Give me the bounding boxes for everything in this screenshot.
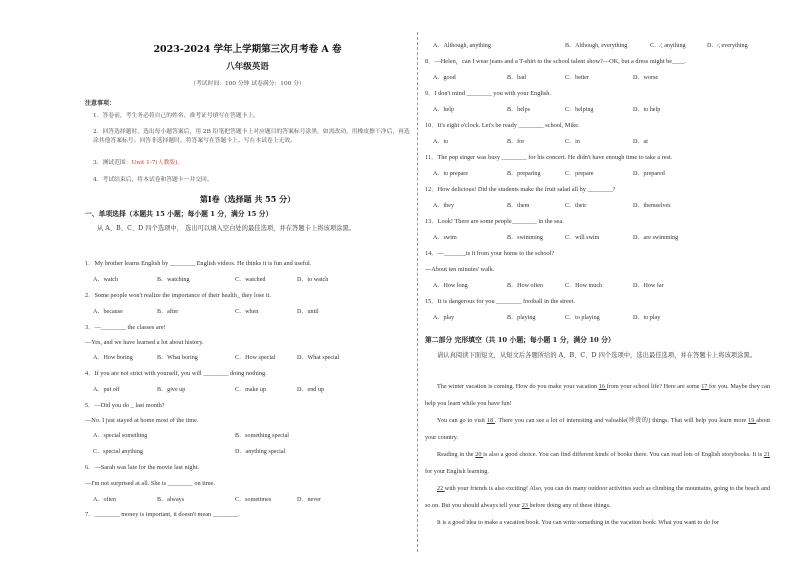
q8-option-d[interactable]: D．worse (633, 75, 659, 81)
q4-option-b[interactable]: B．give up (157, 387, 186, 393)
question-1-stem: 1．My brother learns English by ________ English videos. He thinks it is fun and useful. (85, 260, 312, 267)
q13-option-c[interactable]: C．will swim (565, 235, 600, 241)
q15-option-c[interactable]: C．to playing (565, 315, 600, 321)
blank-16[interactable]: 16 (598, 383, 607, 390)
q2-option-d[interactable]: D．until (297, 309, 319, 315)
q11-option-c[interactable]: C．prepare (565, 171, 594, 177)
question-15-stem: 15．It is dangerous for you ________ football in the street. (425, 298, 576, 305)
q12-option-b[interactable]: B．them (507, 203, 530, 209)
q12-option-d[interactable]: D．themselves (633, 203, 671, 209)
q3-option-c[interactable]: C．How special (235, 355, 276, 361)
q4-option-a[interactable]: A．put off (93, 387, 120, 393)
q14-option-c[interactable]: C．How much (565, 283, 603, 289)
q2-option-c[interactable]: C．when (235, 309, 259, 315)
q13-option-a[interactable]: A．swim (433, 235, 457, 241)
section2-instructions: 请认真阅读下面短文，从短文后各题所给的 A、B、C、D 四个选项中，选出最佳选项，并在答题卡上将该项涂黑。 (437, 352, 756, 359)
q10-option-c[interactable]: C．in (565, 139, 580, 145)
q3-option-b[interactable]: B．What boring (157, 355, 198, 361)
q8-option-a[interactable]: A．good (433, 75, 456, 81)
question-9-stem: 9．I don't mind ________ you with your English. (425, 90, 552, 97)
q15-option-b[interactable]: B．playing (507, 315, 536, 321)
cloze-text: about your country. (425, 417, 771, 441)
notice-item-1: 1．答卷前，考生务必将自己的姓名、准考证号填写在答题卡上。 (93, 113, 260, 119)
q10-option-d[interactable]: D．at (633, 139, 648, 145)
blank-19[interactable]: 19 (748, 417, 757, 424)
q5-option-d[interactable]: D．anything special (235, 449, 286, 455)
part1-title: 第Ⅰ卷（选择题 共 55 分） (199, 194, 296, 204)
notice-item-3 (93, 159, 411, 168)
question-4-stem: 4．If you are not strict with yourself, you will ________ doing nothing. (85, 370, 267, 377)
question-8-stem: 8．—Helen，can I wear jeans and a T-shirt to the school talent show?—OK, but a dress might be____. (425, 58, 687, 65)
q14-option-a[interactable]: A．How long (433, 283, 468, 289)
q8-option-c[interactable]: C．better (565, 75, 590, 81)
blank-23[interactable]: 23 (521, 502, 530, 509)
exam-info: （考试时间：100 分钟 试卷满分：100 分） (190, 81, 305, 87)
q3-option-a[interactable]: A．How boring (93, 355, 133, 361)
q14-option-d[interactable]: D．How far (633, 283, 664, 289)
q1-option-d[interactable]: D．to watch (297, 277, 329, 283)
cloze-text: Reading in the (437, 451, 476, 458)
q8-option-b[interactable]: B．bad (507, 75, 526, 81)
q11-option-d[interactable]: D．prepared (633, 171, 665, 177)
q9-option-d[interactable]: D．to help (633, 107, 661, 113)
q6-option-b[interactable]: B．always (157, 497, 185, 503)
q2-option-a[interactable]: A．because (93, 309, 123, 315)
q11-option-a[interactable]: A．to prepare (433, 171, 469, 177)
q12-option-a[interactable]: A．they (433, 203, 454, 209)
question-11-stem: 11．The pop singer was busy ________ for his concert. He didn't have enough time to take a rest. (425, 154, 673, 161)
test-range: Unit 1-7(人教版)。 (131, 160, 184, 166)
q1-option-a[interactable]: A．watch (93, 277, 119, 283)
cloze-paragraph-1 (425, 378, 770, 412)
q14-option-b[interactable]: B．How often (507, 283, 544, 289)
cloze-paragraph-3 (425, 446, 770, 480)
cloze-text: before doing any of these things. (529, 502, 611, 509)
q13-option-d[interactable]: D．are swimming (633, 235, 679, 241)
q15-option-d[interactable]: D．to play (633, 315, 661, 321)
question-7-stem: 7．________ money is important, it doesn't mean ________. (85, 511, 240, 518)
q3-option-d[interactable]: D．What special (297, 355, 340, 361)
q7-option-d[interactable]: D．∕, everything (707, 43, 748, 49)
question-3-response: —Yes, and we have learned a lot about history. (85, 339, 204, 346)
q11-option-b[interactable]: B．preparing (507, 171, 541, 177)
cloze-text: for you. Maybe they can help you learn while you have fun! (425, 383, 771, 407)
column-divider (417, 32, 418, 552)
cloze-text: for your English learning. (425, 468, 489, 475)
notice-item-4: 4．考试结束后，将本试卷和答题卡一并交回。 (93, 177, 213, 183)
blank-20[interactable]: 20 (475, 451, 484, 458)
q5-option-c[interactable]: C．special anything (93, 449, 143, 455)
blank-17[interactable]: 17 (701, 383, 710, 390)
question-10-stem: 10．It's eight o'clock. Let's be ready ________ school, Mike. (425, 122, 580, 129)
cloze-paragraph-4 (425, 480, 770, 514)
cloze-text: is also a good choice. You can find different kinds of books there. You can read lots of English storybooks. It is (483, 451, 764, 458)
blank-18[interactable]: 18 (486, 417, 495, 424)
cloze-text: from your school life? Here are some (606, 383, 702, 390)
notice-item-3-label: 3．测试范围： (93, 160, 132, 166)
q9-option-a[interactable]: A．help (433, 107, 454, 113)
notice-item-2: 2．回答选择题时，选出每小题答案后，用 2B 铅笔把答题卡上对应题目的答案标号涂黑，如需改动，用橡皮擦干净后，再选涂其他答案标号。回答非选择题时，将答案写在答题卡上。写在本试卷上无效。 (93, 129, 410, 144)
question-13-stem: 13．Look! There are some people________ in the sea. (425, 218, 564, 225)
q1-option-b[interactable]: B．watching (157, 277, 190, 283)
cloze-paragraph-2 (425, 412, 770, 446)
q10-option-b[interactable]: B．for (507, 139, 525, 145)
cloze-text: It is a good idea to make a vacation book. You can write something in the vacation book: What you want to do for (437, 519, 719, 526)
cloze-text: with your friends is also exciting! Also, you can do many outdoor activities such as climbing the mountains, going to the beach and so on. But you should always tell your (425, 485, 770, 509)
q9-option-c[interactable]: C．helping (565, 107, 594, 113)
section1-instructions: 从 A、B、C、D 四个选项中， 选出可以填入空白处的最佳选项，并在答题卡上将该项涂黑。 (97, 225, 356, 232)
question-12-stem: 12．How delicious! Did the students make the fruit salad all by ________? (425, 186, 616, 193)
question-2-stem: 2．Some people won't realize the importance of their health_ they lose it. (85, 292, 271, 299)
q13-option-b[interactable]: B．swimming (507, 235, 543, 241)
q9-option-b[interactable]: B．helps (507, 107, 531, 113)
section1-heading: 一、单项选择（本题共 15 小题；每小题 1 分，满分 15 分） (85, 210, 273, 218)
cloze-text: . There you can see a lot of interesting and valuable(珍贵的) things. That will help you learn more (494, 417, 749, 424)
cloze-text: The winter vacation is coming. How do you make your vacation (437, 383, 599, 390)
question-14-stem: 14．—_______is it from your home to the school? (425, 250, 555, 257)
question-3-stem: 3．—________ the classes are! (85, 324, 166, 331)
exam-subtitle: 八年级英语 (226, 62, 269, 72)
question-5-stem: 5．—Did you do _ last month? (85, 402, 165, 409)
q4-option-c[interactable]: C．make up (235, 387, 266, 393)
q2-option-b[interactable]: B．after (157, 309, 179, 315)
q1-option-c[interactable]: C．watched (235, 277, 266, 283)
notice-heading: 注意事项： (85, 100, 116, 107)
q7-option-b[interactable]: B．Although, everything (565, 43, 628, 49)
question-14-response: —About ten minutes' walk. (425, 266, 495, 273)
q12-option-c[interactable]: C．their (565, 203, 587, 209)
question-6-response: —I'm not surprised at all. She is ________ on time. (85, 480, 216, 487)
q6-option-d[interactable]: D．never (297, 497, 322, 503)
section2-heading: 第二部分 完形填空（共 10 小题；每小题 1 分，满分 10 分） (425, 336, 615, 344)
q7-option-c[interactable]: C．∕, anything (650, 43, 686, 49)
blank-22[interactable]: 22 (437, 485, 445, 492)
q5-option-a[interactable]: A．special something (93, 433, 148, 439)
cloze-text: You can go to visit (437, 417, 487, 424)
q7-option-a[interactable]: A．Although, anything (433, 43, 491, 49)
cloze-paragraph-5 (425, 514, 770, 531)
question-6-stem: 6．—Sarah was late for the movie last night. (85, 464, 200, 471)
q6-option-a[interactable]: A．often (93, 497, 117, 503)
exam-title: 2023-2024 学年上学期第三次月考卷 A 卷 (153, 44, 342, 55)
q6-option-c[interactable]: C．sometimes (235, 497, 272, 503)
question-5-response: —No. I just stayed at home most of the time. (85, 417, 199, 424)
q15-option-a[interactable]: A．play (433, 315, 454, 321)
q4-option-d[interactable]: D．end up (297, 387, 324, 393)
blank-21[interactable]: 21 (763, 451, 770, 458)
q5-option-b[interactable]: B．something special (235, 433, 289, 439)
q10-option-a[interactable]: A．to (433, 139, 449, 145)
